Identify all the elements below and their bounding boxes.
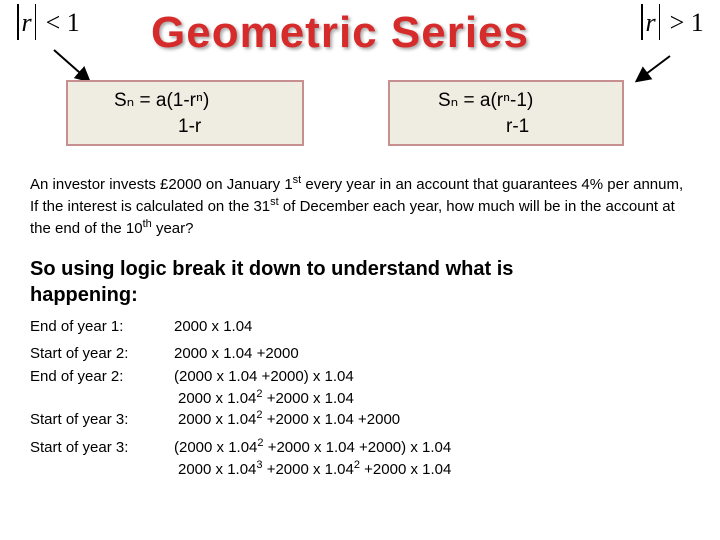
expr-part: +2000 x 1.04 +2000) x 1.04 <box>263 439 452 456</box>
formula-right-denominator: r-1 <box>506 116 530 137</box>
formula-right-line1 <box>438 87 533 114</box>
question-text-2: every year in an account that guarantees 4% per annum, If the interest is calculated on the 31 <box>30 176 684 215</box>
row-label-start-year-2: Start of year 2: <box>30 345 129 362</box>
condition-right-value: 1 <box>690 8 704 37</box>
formula-left-denominator: 1-r <box>178 116 202 137</box>
expr-part: +2000 x 1.04 +2000 <box>262 411 401 428</box>
condition-left-operator: < <box>45 8 61 37</box>
condition-right-variable: r <box>645 8 656 37</box>
condition-right-operator: > <box>669 8 685 37</box>
expr-part: 2000 x 1.04 <box>178 390 257 407</box>
row-value-start-year-3 <box>178 410 400 430</box>
row-label-start-year-3-second: Start of year 3: <box>30 439 129 456</box>
arrow-left <box>54 50 88 80</box>
exponent: 2 <box>353 459 360 471</box>
exponent: 2 <box>257 437 264 449</box>
row-label-start-year-3: Start of year 3: <box>30 411 129 428</box>
arrow-right <box>638 56 670 80</box>
condition-left-variable: r <box>21 8 32 37</box>
row-value-start-year-2: 2000 x 1.04 +2000 <box>174 345 299 362</box>
question-text-3: of December each year, how much will be in the account at the end of the 10 <box>30 198 675 237</box>
row-value-end-year-1: 2000 x 1.04 <box>174 318 253 335</box>
formula-box-r-greater-than-1 <box>388 80 624 146</box>
expr-part: 2000 x 1.04 <box>178 461 257 478</box>
expr-part: (2000 x 1.04 <box>174 439 258 456</box>
section-heading: So using logic break it down to understand what is happening: <box>30 258 514 306</box>
question-text-4: year? <box>151 220 194 237</box>
condition-left-value: 1 <box>66 8 80 37</box>
question-text-1: An investor invests £2000 on January 1 <box>30 176 293 193</box>
formula-box-r-less-than-1 <box>66 80 304 146</box>
formula-left-text: Sₙ = a(1-rⁿ) <box>114 90 210 111</box>
formula-left-line1 <box>114 87 209 114</box>
question-sup-1: st <box>292 174 302 186</box>
page-title: Geometric Series <box>151 8 529 57</box>
row-value-end-year-2: (2000 x 1.04 +2000) x 1.04 <box>174 368 354 385</box>
row-value-start-year-3-second <box>174 438 451 458</box>
row-label-end-year-1: End of year 1: <box>30 318 124 335</box>
exponent: 3 <box>256 459 263 471</box>
expr-part: +2000 x 1.04 <box>262 461 354 478</box>
expr-part: +2000 x 1.04 <box>262 390 354 407</box>
row-value-end-year-2-expanded <box>178 389 354 409</box>
row-label-end-year-2: End of year 2: <box>30 368 124 385</box>
exponent: 2 <box>256 409 263 421</box>
question-sup-3: th <box>142 218 152 230</box>
row-value-start-year-3-expanded <box>178 460 451 480</box>
expr-part: +2000 x 1.04 <box>359 461 452 478</box>
expr-part: 2000 x 1.04 <box>178 411 257 428</box>
question-paragraph <box>30 174 690 240</box>
formula-right-text: Sₙ = a(rⁿ-1) <box>438 90 534 111</box>
exponent: 2 <box>256 388 263 400</box>
question-sup-2: st <box>270 196 279 208</box>
